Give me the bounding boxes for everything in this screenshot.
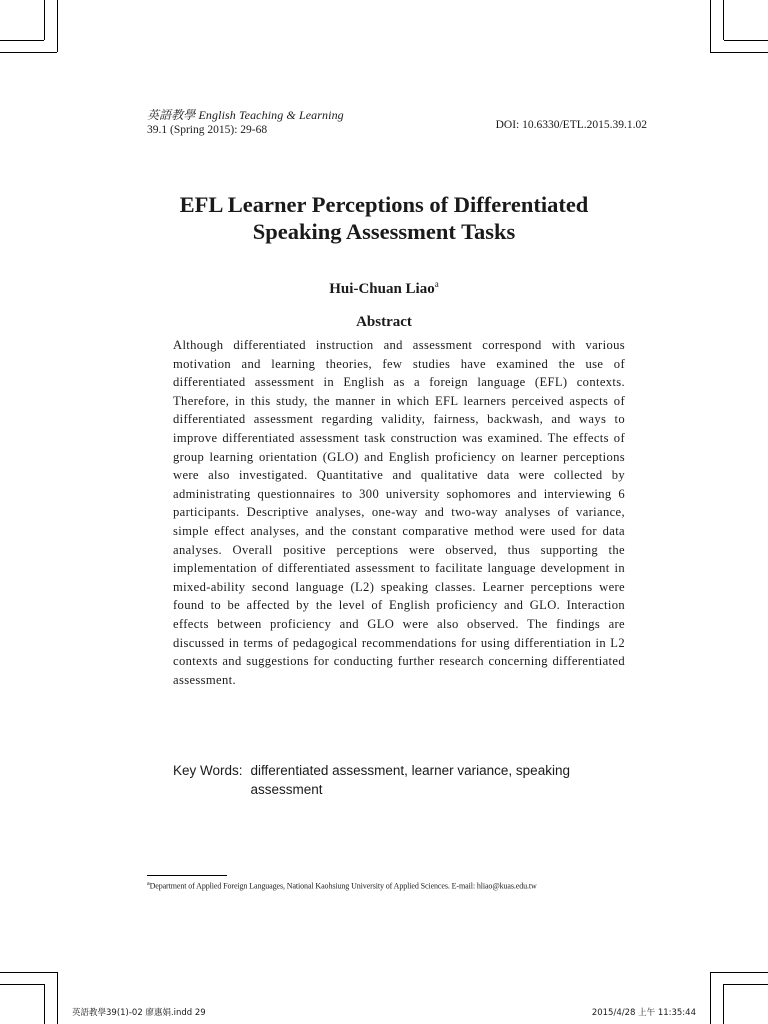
keywords-label: Key Words: bbox=[173, 763, 243, 778]
crop-mark bbox=[57, 972, 58, 1024]
article-title bbox=[120, 191, 648, 245]
crop-mark bbox=[723, 984, 724, 1024]
print-slug-file: 英語教學39(1)-02 廖惠娟.indd 29 bbox=[72, 1008, 206, 1018]
crop-mark bbox=[57, 0, 58, 52]
crop-mark bbox=[724, 984, 768, 985]
author-affiliation-mark: a bbox=[434, 279, 439, 289]
crop-mark bbox=[0, 984, 44, 985]
footnote-text: Department of Applied Foreign Languages, National Kaohsiung University of Applied Sciences. E-mail: hliao@kuas.edu.tw bbox=[149, 881, 537, 891]
journal-name: 英語教學 English Teaching & Learning bbox=[147, 108, 344, 122]
crop-mark bbox=[0, 52, 57, 53]
abstract-heading: Abstract bbox=[356, 314, 412, 330]
crop-mark bbox=[0, 40, 44, 41]
keywords-value: differentiated assessment, learner variance, speaking assessment bbox=[250, 763, 570, 797]
crop-mark bbox=[724, 40, 768, 41]
issue-info: 39.1 (Spring 2015): 29-68 bbox=[147, 124, 268, 136]
crop-mark bbox=[44, 984, 45, 1024]
crop-mark bbox=[723, 0, 724, 40]
article-title-line1: EFL Learner Perceptions of Differentiated bbox=[179, 192, 589, 217]
abstract-body: Although differentiated instruction and assessment correspond with various motivation and learning theories, few studies have examined the use of differentiated assessment in English as a foreign language (EFL) contexts. Therefore, in this study, the manner in which EFL learners perceived aspects of differentiated assessment regarding validity, fairness, backwash, and ways to improve differentiated assessment task construction was examined. The effects of group learning orientation (GLO) and English proficiency on learner perceptions were also investigated. Quantitative and qualitative data were collected by administrating questionnaires to 300 university sophomores and interviewing 6 participants. Descriptive analyses, one-way and two-way analyses of variance, simple effect analyses, and the constant comparative method were used for data analyses. Overall positive perceptions were observed, thus supporting the implementation of differentiated assessment to facilitate language development in mixed-ability second language (L2) speaking classes. Learner perceptions were found to be affected by the level of English proficiency and GLO. Interaction effects between proficiency and GLO were also observed. The findings are discussed in terms of pedagogical recommendations for using differentiation in L2 contexts and suggestions for conducting further research concerning differentiated assessment. bbox=[173, 338, 625, 687]
author bbox=[120, 279, 648, 298]
crop-mark bbox=[44, 0, 45, 40]
journal-header bbox=[147, 106, 647, 136]
author-name: Hui-Chuan Liao bbox=[329, 281, 435, 297]
footnote-mark: a bbox=[147, 881, 150, 887]
crop-mark bbox=[710, 52, 768, 53]
crop-mark bbox=[710, 0, 711, 52]
footnote-divider bbox=[147, 875, 227, 876]
crop-mark bbox=[710, 972, 711, 1024]
crop-mark bbox=[710, 972, 768, 973]
keywords bbox=[173, 761, 633, 799]
print-slug-timestamp: 2015/4/28 上午 11:35:44 bbox=[591, 1008, 696, 1018]
footnote bbox=[147, 881, 667, 891]
doi: DOI: 10.6330/ETL.2015.39.1.02 bbox=[495, 119, 647, 131]
crop-mark bbox=[0, 972, 57, 973]
article-title-line2: Speaking Assessment Tasks bbox=[252, 219, 516, 244]
